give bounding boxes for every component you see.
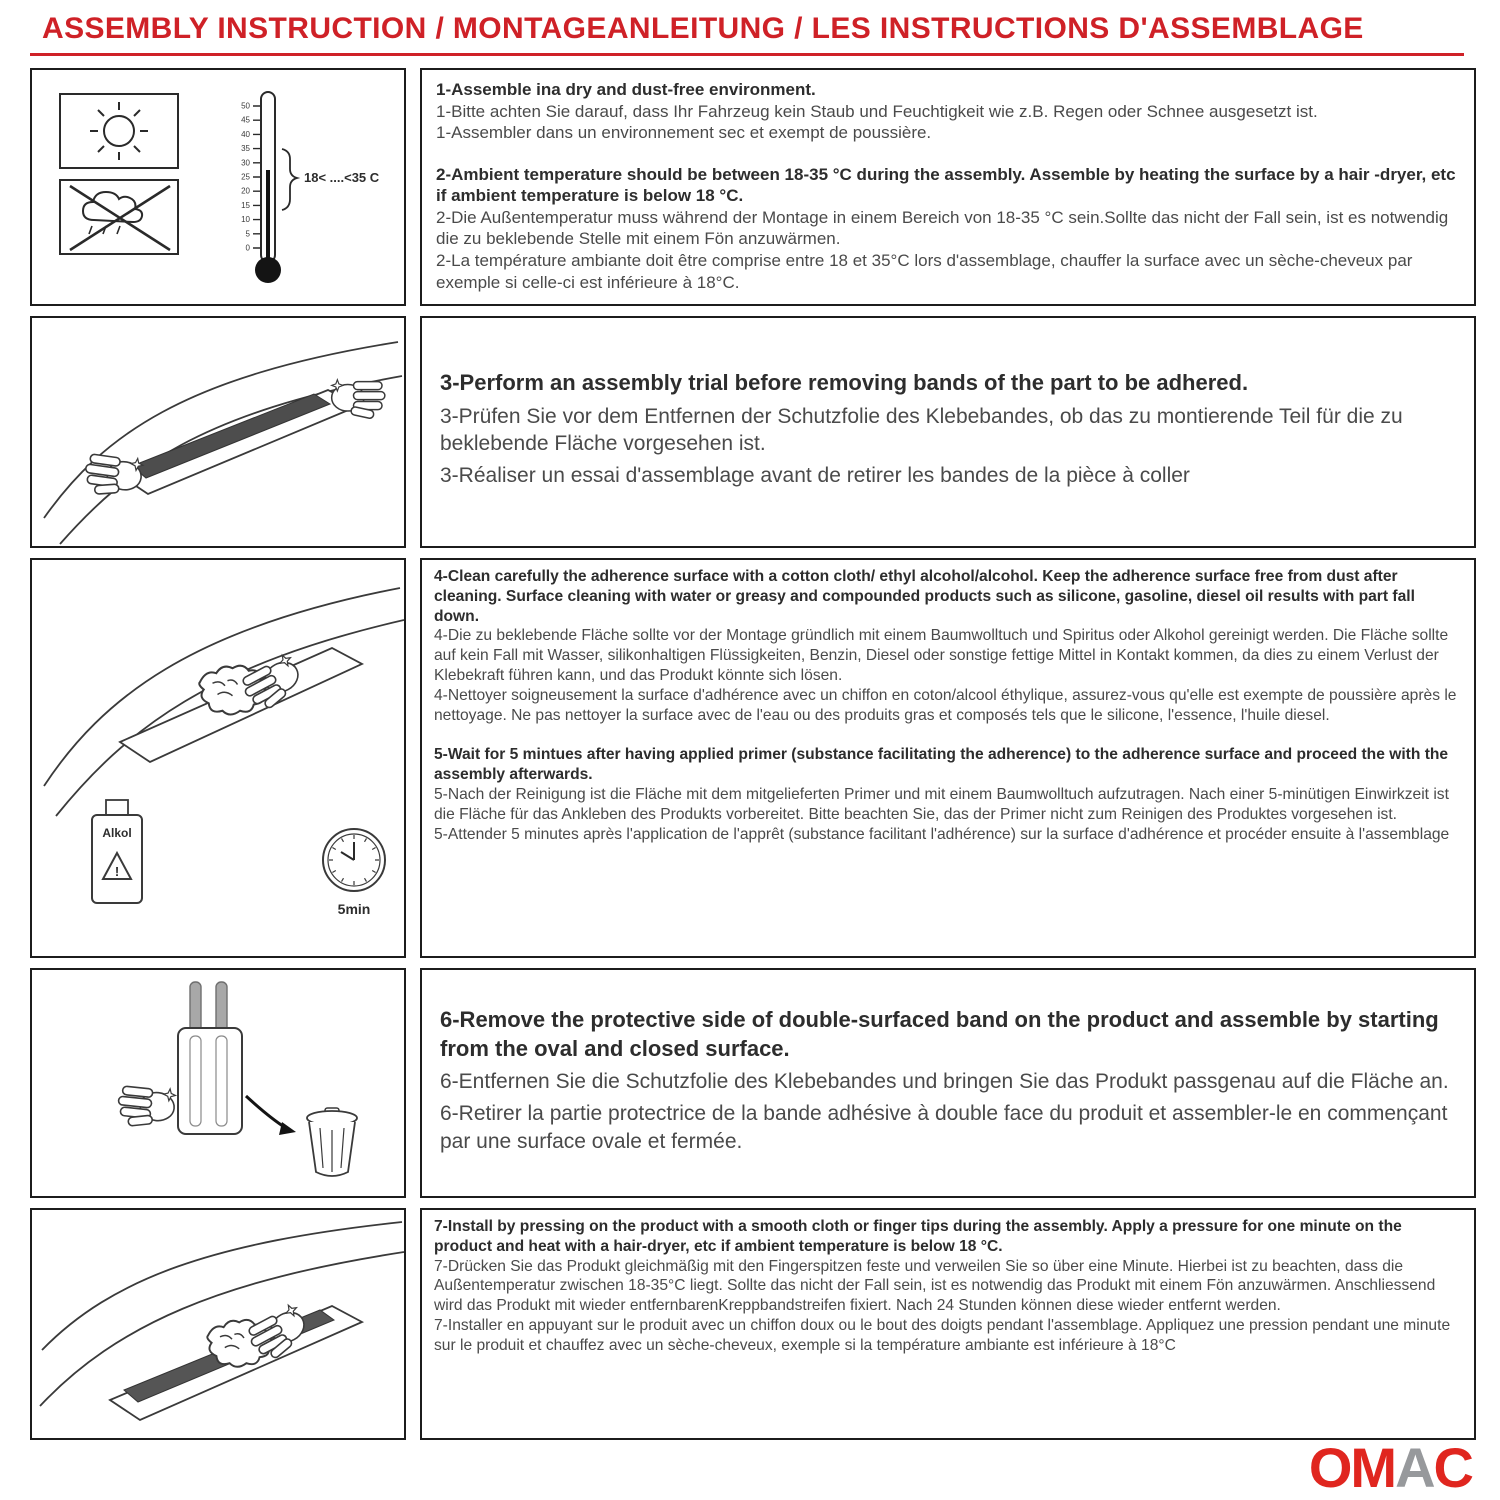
- page-title: ASSEMBLY INSTRUCTION / MONTAGEANLEITUNG / LES INSTRUCTIONS D'ASSEMBLAGE: [42, 12, 1364, 45]
- instruction-paragraph: 1-Bitte achten Sie darauf, dass Ihr Fahrzeug kein Staub und Feuchtigkeit wie z.B. Regen oder Schnee ausgesetzt ist.: [436, 101, 1318, 121]
- svg-text:50: 50: [241, 101, 250, 111]
- svg-text:25: 25: [241, 172, 250, 182]
- instruction-paragraph: 6-Retirer la partie protectrice de la bande adhésive à double face du produit et assembler-le en commençant par une surface ovale et fermée.: [440, 1102, 1448, 1153]
- instruction-paragraph: 4-Die zu beklebende Fläche sollte vor der Montage gründlich mit einem Baumwolltuch und Spiritus oder Alkohol gereinigt werden. Die Fläche sollte auf kein Fall mit Wasser, silikonhaltigen Flüssigkeiten, Benzin, Diesel oder sonstige fettige Mittel in Kontakt kommen, da dies zu einem Verlust der Klebekraft führen kann, und das Produkt könnte sich lösen.: [434, 627, 1449, 684]
- instruction-row-4: [30, 968, 1476, 1198]
- temperature-range-label: 18< ....<35 C: [304, 170, 380, 185]
- instruction-row-2: [30, 316, 1476, 548]
- section-3-text: [420, 316, 1476, 548]
- instruction-paragraph: 3-Réaliser un essai d'assemblage avant de retirer les bandes de la pièce à coller: [440, 464, 1190, 488]
- instruction-paragraph: 6-Remove the protective side of double-surfaced band on the product and assemble by starting from the oval and closed surface.: [440, 1006, 1439, 1061]
- temperature-illustration: [32, 70, 404, 304]
- svg-text:20: 20: [241, 186, 250, 196]
- instruction-paragraph: 7-Installer en appuyant sur le produit avec un chiffon doux ou le bout des doigts pendant l'assemblage. Appliquez une pression pendant une minute sur le produit et chauffez avec un sèche-cheveux, exemple si la température ambiante est inférieure à 18°C: [434, 1316, 1451, 1354]
- instruction-paragraph: 2-Die Außentemperatur muss während der Montage in einem Bereich von 18-35 °C sein.Sollte das nicht der Fall sein, ist es notwendig die zu beklebende Stelle mit einem Fön anzuwärmen.: [436, 207, 1449, 249]
- section-6-text: [420, 968, 1476, 1198]
- instruction-paragraph: 5-Attender 5 minutes après l'application de l'apprêt (substance facilitant l'adhérence) sur la surface d'adhérence et procéder ensuite à l'assemblage: [434, 825, 1450, 843]
- instruction-paragraph: 7-Install by pressing on the product with a smooth cloth or finger tips during the assembly. Apply a pressure for one minute on the product and heat with a hair-dryer, etc if ambient temperature is below 18 °C.: [434, 1218, 1402, 1255]
- cleaning-illustration: [32, 560, 404, 956]
- alcohol-bottle: [92, 800, 142, 903]
- logo-letters-om: OM: [1308, 1436, 1396, 1499]
- range-brace: [282, 149, 297, 210]
- illustration-temperature: [30, 68, 406, 306]
- trash-can-icon: [307, 1108, 357, 1176]
- instruction-paragraph: 1-Assemble ina dry and dust-free environment.: [436, 80, 816, 99]
- section-4-5-text: [420, 558, 1476, 958]
- instruction-paragraph: 2-La température ambiante doit être comprise entre 18 et 35°C lors d'assemblage, chauffer la surface avec un sèche-cheveux par exemple si celle-ci est inférieure à 18°C.: [436, 251, 1413, 292]
- logo-letter-c: C: [1433, 1436, 1472, 1499]
- svg-text:30: 30: [241, 158, 250, 168]
- clock-icon: [323, 829, 385, 891]
- bottle-label: Alkol: [102, 826, 132, 840]
- svg-text:5: 5: [245, 229, 250, 239]
- svg-text:15: 15: [241, 200, 250, 210]
- peel-band-illustration: [32, 970, 404, 1196]
- instruction-paragraph: 2-Ambient temperature should be between 18-35 °C during the assembly. Assemble by heating the surface by a hair -dryer, etc if ambient temperature is below 18 °C.: [436, 164, 1456, 206]
- svg-text:40: 40: [241, 129, 250, 139]
- instruction-row-5: [30, 1208, 1476, 1440]
- illustration-peel-band: [30, 968, 406, 1198]
- title-underline: [30, 53, 1464, 56]
- svg-text:45: 45: [241, 115, 250, 125]
- thermometer-icon: [241, 92, 281, 283]
- instruction-paragraph: 1-Assembler dans un environnement sec et exempt de poussière.: [436, 123, 932, 143]
- svg-text:0: 0: [245, 243, 250, 253]
- discard-arrow-icon: [246, 1096, 296, 1135]
- svg-text:10: 10: [241, 215, 250, 225]
- left-hand: [82, 452, 143, 501]
- instruction-paragraph: 4-Nettoyer soigneusement la surface d'adhérence avec un chiffon en coton/alcool éthylique, assurez-vous qu'elle est exempte de poussière après le nettoyage. Ne pas nettoyer la surface avec de l'eau ou des produits gras et composés tels que le silicone, l'essence, l'huile diesel.: [434, 686, 1457, 724]
- illustration-trial-fit: [30, 316, 406, 548]
- illustration-press: [30, 1208, 406, 1440]
- section-1-text: [420, 68, 1476, 306]
- logo-letter-a: A: [1395, 1436, 1434, 1499]
- instruction-row-1: [30, 68, 1476, 306]
- holding-hand: [116, 1084, 176, 1131]
- instruction-paragraph: 4-Clean carefully the adherence surface with a cotton cloth/ ethyl alcohol/alcohol. Keep the adherence surface free from dust after cleaning. Surface cleaning with water or greasy and compounded products such as silicone, gasoline, diesel oil results with part fall down.: [434, 568, 1415, 625]
- illustration-cleaning: [30, 558, 406, 958]
- clock-label: 5min: [337, 901, 371, 917]
- press-illustration: [32, 1210, 404, 1438]
- warning-exclamation: !: [114, 864, 120, 879]
- instruction-paragraph: 5-Wait for 5 mintues after having applied primer (substance facilitating the adherence) to the adherence surface and proceed the with the assembly afterwards.: [434, 746, 1449, 784]
- omac-logo: [1308, 1436, 1472, 1499]
- product-part: [178, 1028, 242, 1134]
- sill-trim-strip: [132, 394, 330, 478]
- svg-text:35: 35: [241, 144, 250, 154]
- instruction-paragraph: 5-Nach der Reinigung ist die Fläche mit dem mitgelieferten Primer und mit einem Baumwolltuch aufzutragen. Nach einer 5-minütigen Einwirkzeit ist die Fläche für das Ankleben des Produkts vorbereitet. Bitte beachten Sie, das der Primer nicht zum Reinigen des Produktes vorgesehen ist.: [434, 785, 1449, 823]
- instruction-paragraph: 7-Drücken Sie das Produkt gleichmäßig mit den Fingerspitzen feste und verweilen Sie so über eine Minute. Hierbei ist zu beachten, dass die Außentemperatur zwischen 18-35°C liegt. Sollte das nicht der Fall sein, ist es notwendig das Produkt mit einem Fön anzuwärmen. Anschliessend wird das Produkt mit wieder entfernbarenKreppbandstreifen fixiert. Nach 24 Stunden können diese wieder entfernt werden.: [434, 1257, 1436, 1315]
- thermometer-scale: [241, 102, 250, 253]
- instruction-paragraph: 3-Prüfen Sie vor dem Entfernen der Schutzfolie des Klebebandes, ob das zu montierende Teil für die zu beklebende Fläche vorgesehen ist.: [440, 404, 1403, 456]
- trial-fit-illustration: [32, 318, 404, 546]
- section-7-text: [420, 1208, 1476, 1440]
- instruction-row-3: [30, 558, 1476, 958]
- instruction-paragraph: 6-Entfernen Sie die Schutzfolie des Klebebandes und bringen Sie das Produkt passgenau auf die Fläche an.: [440, 1070, 1449, 1094]
- instruction-paragraph: 3-Perform an assembly trial before removing bands of the part to be adhered.: [440, 370, 1249, 396]
